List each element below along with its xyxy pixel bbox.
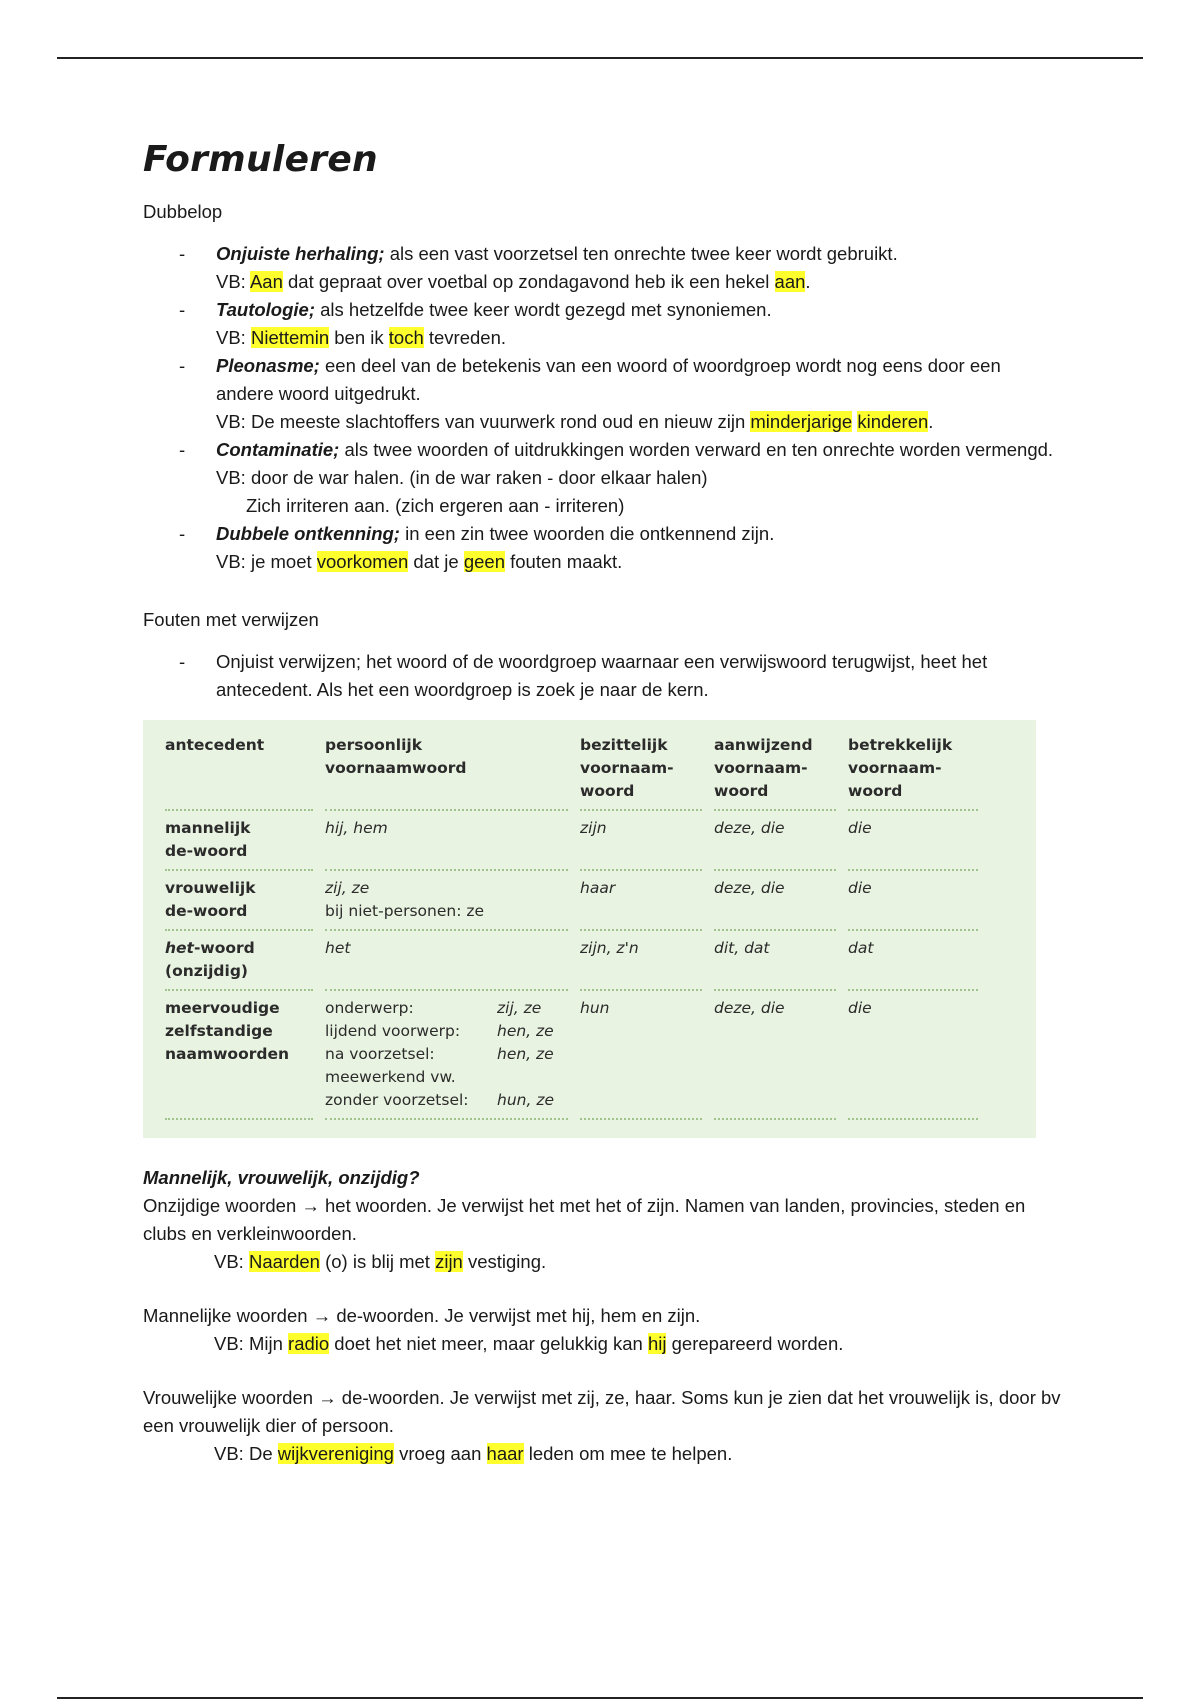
example-text: VB: je moet xyxy=(216,551,317,572)
header-line: voornaam- xyxy=(848,759,942,777)
term: Pleonasme; xyxy=(216,355,320,376)
cell-line: bij niet-personen: ze xyxy=(325,902,485,920)
section-heading-dubbelop: Dubbelop xyxy=(143,201,223,222)
row-header-line: naamwoorden xyxy=(165,1045,290,1063)
example-text: dat je xyxy=(408,551,464,572)
case-label: onderwerp: xyxy=(325,999,414,1017)
table-cell: die xyxy=(848,871,978,931)
example-text: dat gepraat over voetbal op zondagavond heb ik een hekel xyxy=(282,271,775,292)
bullet-dash: - xyxy=(179,651,186,672)
footer-rule xyxy=(57,1697,1143,1699)
header-line: voornaam- xyxy=(714,759,808,777)
column-header-betrekkelijk xyxy=(848,734,978,811)
table-cell: deze, die xyxy=(714,811,836,871)
example-text: vroeg aan xyxy=(393,1443,487,1464)
bullet-dash: - xyxy=(179,523,186,544)
bullet-dash: - xyxy=(179,299,186,320)
paragraph-mannelijk: Mannelijke woorden → de-woorden. Je verwijst met hij, hem en zijn. xyxy=(143,1305,701,1326)
case-value: zij, ze xyxy=(497,999,542,1017)
table-row xyxy=(165,811,978,871)
antecedent-table-figure xyxy=(143,720,1036,1138)
row-header xyxy=(165,991,313,1120)
example-text: . xyxy=(928,411,934,432)
paragraph-onzijdig: Onzijdige woorden → het woorden. Je verwijst het met het of zijn. Namen van landen, provincies, steden en clubs en verkleinwoorden. xyxy=(143,1195,1026,1244)
example-text: VB: xyxy=(216,327,251,348)
term-description: als een vast voorzetsel ten onrechte twee keer wordt gebruikt. xyxy=(384,243,898,264)
example-text: VB: xyxy=(216,271,250,292)
highlight: zijn xyxy=(435,1251,463,1272)
list-item xyxy=(143,520,1063,576)
highlight: aan xyxy=(774,271,806,292)
header-line: bezittelijk xyxy=(580,736,668,754)
header-line: woord xyxy=(580,782,635,800)
term: Contaminatie; xyxy=(216,439,340,460)
row-header xyxy=(165,871,313,931)
example-vrouwelijk xyxy=(143,1440,1063,1468)
header-line: woord xyxy=(714,782,769,800)
row-header-line: de-woord xyxy=(165,842,248,860)
row-header-line: mannelijk xyxy=(165,819,251,837)
header-line: aanwijzend xyxy=(714,736,813,754)
example-text: (o) is blij met xyxy=(319,1251,436,1272)
table-cell: het xyxy=(325,931,568,991)
example-text: VB: xyxy=(214,1251,249,1272)
table-cell xyxy=(325,871,568,931)
section-heading-verwijzen: Fouten met verwijzen xyxy=(143,609,319,630)
example-text: ben ik xyxy=(329,327,389,348)
list-item xyxy=(143,240,1063,296)
highlight: wijkvereniging xyxy=(277,1443,394,1464)
column-header-bezittelijk xyxy=(580,734,702,811)
highlight: minderjarige xyxy=(750,411,853,432)
term: Dubbele ontkenning; xyxy=(216,523,400,544)
antecedent-table xyxy=(153,734,990,1120)
row-header-line: zelfstandige xyxy=(165,1022,273,1040)
row-header-line: (onzijdig) xyxy=(165,962,249,980)
row-header xyxy=(165,931,313,991)
example-text: leden om mee te helpen. xyxy=(523,1443,733,1464)
table-cell: hun xyxy=(580,991,702,1120)
row-header-line: meervoudige xyxy=(165,999,280,1017)
table-header-row xyxy=(165,734,978,811)
highlight: haar xyxy=(486,1443,524,1464)
highlight: Aan xyxy=(249,271,283,292)
case-label: lijdend voorwerp: xyxy=(325,1022,461,1040)
highlight: kinderen xyxy=(857,411,929,432)
table-cell: deze, die xyxy=(714,991,836,1120)
table-row xyxy=(165,931,978,991)
example-text: VB: door de war halen. (in de war raken - door elkaar halen) xyxy=(216,467,708,488)
header-line: voornaam- xyxy=(580,759,674,777)
header-line: betrekkelijk xyxy=(848,736,953,754)
example-text: . xyxy=(805,271,811,292)
header-line: persoonlijk xyxy=(325,736,423,754)
term: Tautologie; xyxy=(216,299,315,320)
table-cell: die xyxy=(848,991,978,1120)
header-line: woord xyxy=(848,782,903,800)
term-description: een deel van de betekenis van een woord of woordgroep wordt nog eens door een andere woord uitgedrukt. xyxy=(216,355,1001,404)
highlight: toch xyxy=(388,327,424,348)
term-description: als twee woorden of uitdrukkingen worden verward en ten onrechte worden vermengd. xyxy=(339,439,1054,460)
highlight: geen xyxy=(463,551,505,572)
highlight: Naarden xyxy=(248,1251,320,1272)
list-item xyxy=(143,648,1063,704)
highlight: Niettemin xyxy=(250,327,330,348)
case-value: hen, ze xyxy=(497,1022,554,1040)
bullet-dash: - xyxy=(179,355,186,376)
row-header-line: vrouwelijk xyxy=(165,879,256,897)
list-item xyxy=(143,296,1063,352)
example-text: fouten maakt. xyxy=(504,551,623,572)
pronoun-case-grid xyxy=(325,997,568,1112)
table-cell: dit, dat xyxy=(714,931,836,991)
column-header-aanwijzend xyxy=(714,734,836,811)
term: Onjuiste herhaling; xyxy=(216,243,385,264)
table-cell: zijn xyxy=(580,811,702,871)
verwijzen-list xyxy=(143,648,1063,704)
case-value: hun, ze xyxy=(497,1091,554,1109)
row-header-line: de-woord xyxy=(165,902,248,920)
table-cell: hij, hem xyxy=(325,811,568,871)
bullet-dash: - xyxy=(179,439,186,460)
column-header-persoonlijk xyxy=(325,734,568,811)
paragraph-vrouwelijk: Vrouwelijke woorden → de-woorden. Je verwijst met zij, ze, haar. Soms kun je zien dat het vrouwelijk is, door bv een vrouwelijk dier of persoon. xyxy=(143,1387,1061,1436)
example-text: Zich irriteren aan. (zich ergeren aan - irriteren) xyxy=(246,495,625,516)
header-line: voornaamwoord xyxy=(325,759,467,777)
list-item xyxy=(143,352,1063,436)
table-cell: dat xyxy=(848,931,978,991)
list-item-text: Onjuist verwijzen; het woord of de woordgroep waarnaar een verwijswoord terugwijst, heet het antecedent. Als het een woordgroep is zoek je naar de kern. xyxy=(216,651,988,700)
example-text: gerepareerd worden. xyxy=(666,1333,844,1354)
table-cell: deze, die xyxy=(714,871,836,931)
cell-line: zij, ze xyxy=(325,879,370,897)
document-body xyxy=(143,138,1063,1468)
page-title: Formuleren xyxy=(143,139,378,180)
example-text: VB: Mijn xyxy=(214,1333,289,1354)
table-cell: haar xyxy=(580,871,702,931)
row-header-line: het xyxy=(165,939,194,957)
highlight: voorkomen xyxy=(316,551,409,572)
highlight: radio xyxy=(288,1333,330,1354)
table-row xyxy=(165,991,978,1120)
row-header xyxy=(165,811,313,871)
header-rule xyxy=(57,57,1143,59)
term-description: als hetzelfde twee keer wordt gezegd met synoniemen. xyxy=(315,299,772,320)
case-label: meewerkend vw. xyxy=(325,1068,456,1086)
list-item xyxy=(143,436,1063,520)
example-text: VB: De xyxy=(214,1443,278,1464)
example-text: VB: De meeste slachtoffers van vuurwerk rond oud en nieuw zijn xyxy=(216,411,751,432)
term-description: in een zin twee woorden die ontkennend zijn. xyxy=(399,523,775,544)
dubbelop-list xyxy=(143,240,1063,576)
table-cell: die xyxy=(848,811,978,871)
table-cell: zijn, z'n xyxy=(580,931,702,991)
example-onzijdig xyxy=(143,1248,1063,1276)
table-cell xyxy=(325,991,568,1120)
case-label: zonder voorzetsel: xyxy=(325,1091,469,1109)
bullet-dash: - xyxy=(179,243,186,264)
row-header-line: -woord xyxy=(193,939,255,957)
case-label: na voorzetsel: xyxy=(325,1045,435,1063)
highlight: hij xyxy=(647,1333,667,1354)
example-text: doet het niet meer, maar gelukkig kan xyxy=(329,1333,648,1354)
example-mannelijk xyxy=(143,1330,1063,1358)
example-text: tevreden. xyxy=(423,327,507,348)
case-value: hen, ze xyxy=(497,1045,554,1063)
example-text: vestiging. xyxy=(462,1251,547,1272)
column-header-antecedent: antecedent xyxy=(165,734,313,811)
table-row xyxy=(165,871,978,931)
subheading-gender: Mannelijk, vrouwelijk, onzijdig? xyxy=(143,1167,420,1188)
